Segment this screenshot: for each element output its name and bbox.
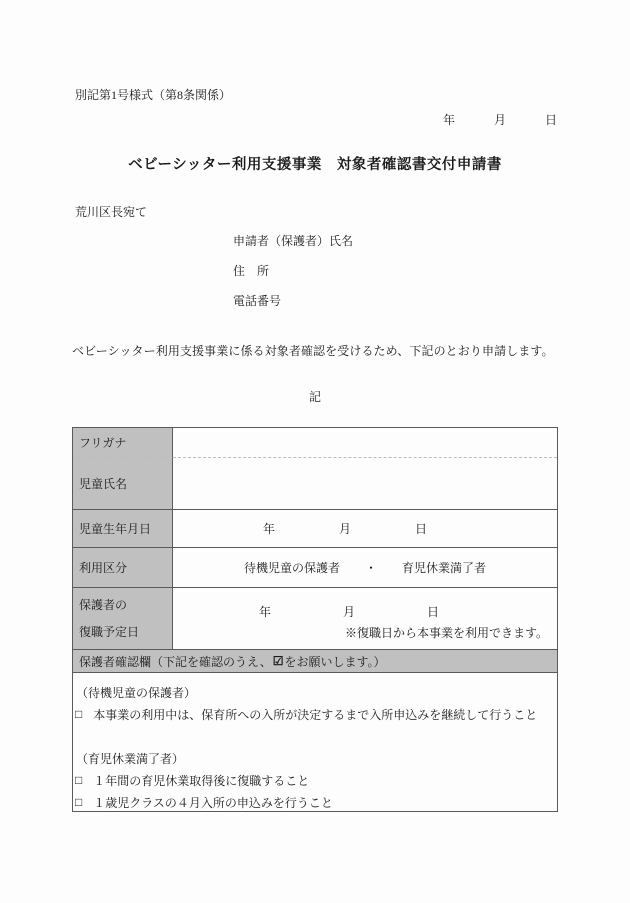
application-date-line bbox=[443, 113, 557, 127]
date-year-label: 年 bbox=[443, 113, 456, 127]
table-row-category bbox=[73, 548, 557, 588]
furigana-label: フリガナ bbox=[79, 436, 127, 450]
date-month-label: 月 bbox=[494, 113, 507, 127]
confirmation-header-suffix: をお願いします。） bbox=[284, 654, 386, 669]
confirmation-item-text: 本事業の利用中は、保育所への入所が決定するまで入所申込みを継続して行うこと bbox=[93, 707, 538, 722]
applicant-name-label: 申請者（保護者）氏名 bbox=[233, 234, 354, 248]
confirmation-item bbox=[75, 791, 553, 813]
confirmation-header bbox=[73, 650, 557, 673]
confirmation-group2-title: （育児休業満了者） bbox=[76, 751, 185, 766]
birthdate-month-label: 月 bbox=[339, 522, 352, 536]
confirmation-header-prefix: 保護者確認欄（下記を確認のうえ、 bbox=[79, 654, 272, 669]
table-row-return-date bbox=[73, 588, 557, 650]
table-row-furigana bbox=[73, 428, 557, 458]
birthdate-input-cell[interactable] bbox=[173, 510, 557, 548]
child-name-label: 児童氏名 bbox=[79, 477, 128, 491]
confirmation-item-text: １歳児クラスの４月入所の申込みを行うこと bbox=[93, 795, 333, 810]
return-date-label-cell bbox=[73, 588, 173, 650]
furigana-label-cell bbox=[73, 428, 173, 458]
confirmation-item-text: １年間の育児休業取得後に復職すること bbox=[93, 773, 310, 788]
date-day-label: 日 bbox=[545, 113, 558, 127]
confirmation-item bbox=[75, 769, 553, 791]
application-table bbox=[72, 427, 558, 812]
confirmation-item bbox=[75, 703, 553, 725]
applicant-address-label: 住 所 bbox=[233, 264, 270, 278]
child-name-label-cell bbox=[73, 458, 173, 510]
return-year-label: 年 bbox=[259, 605, 272, 619]
form-code: 別記第1号様式（第8条関係） bbox=[75, 88, 232, 102]
category-label-cell bbox=[73, 548, 173, 588]
category-value-cell bbox=[173, 548, 557, 588]
applicant-phone-label: 電話番号 bbox=[233, 294, 282, 308]
return-date-label-line1: 保護者の bbox=[79, 597, 128, 612]
return-date-note: ※復職日から本事業を利用できます。 bbox=[344, 626, 548, 640]
addressee: 荒川区長宛て bbox=[75, 205, 148, 219]
checkbox-icon[interactable]: □ bbox=[75, 706, 83, 721]
birthdate-label-cell bbox=[73, 510, 173, 548]
category-option-separator: ・ bbox=[364, 561, 377, 575]
checkbox-icon[interactable]: □ bbox=[75, 772, 83, 787]
spacer-line bbox=[75, 725, 553, 747]
birthdate-year-label: 年 bbox=[263, 522, 276, 536]
return-date-line bbox=[173, 605, 557, 619]
checkbox-icon[interactable]: □ bbox=[75, 794, 83, 809]
table-row-birthdate bbox=[73, 510, 557, 548]
furigana-input-cell[interactable] bbox=[173, 428, 557, 458]
return-day-label: 日 bbox=[427, 605, 440, 619]
page-title: ベビーシッター利用支援事業 対象者確認書交付申請書 bbox=[128, 157, 502, 173]
category-label: 利用区分 bbox=[79, 561, 128, 575]
category-option-waiting-child[interactable]: 待機児童の保護者 bbox=[243, 561, 340, 575]
return-month-label: 月 bbox=[343, 605, 356, 619]
birthdate-day-label: 日 bbox=[415, 522, 428, 536]
intro-text: ベビーシッター利用支援事業に係る対象者確認を受けるため、下記のとおり申請します。 bbox=[72, 344, 554, 358]
return-date-label-line2: 復職予定日 bbox=[79, 624, 140, 639]
confirmation-body bbox=[73, 673, 557, 811]
table-row-child-name bbox=[73, 458, 557, 510]
checked-checkbox-icon: ☑ bbox=[272, 653, 284, 668]
birthdate-label: 児童生年月日 bbox=[79, 522, 152, 536]
return-date-input-cell[interactable] bbox=[173, 588, 557, 650]
child-name-input-cell[interactable] bbox=[173, 458, 557, 510]
section-marker: 記 bbox=[308, 390, 321, 404]
confirmation-group1-title: （待機児童の保護者） bbox=[76, 685, 197, 700]
category-option-childcare-leave[interactable]: 育児休業満了者 bbox=[402, 561, 487, 575]
